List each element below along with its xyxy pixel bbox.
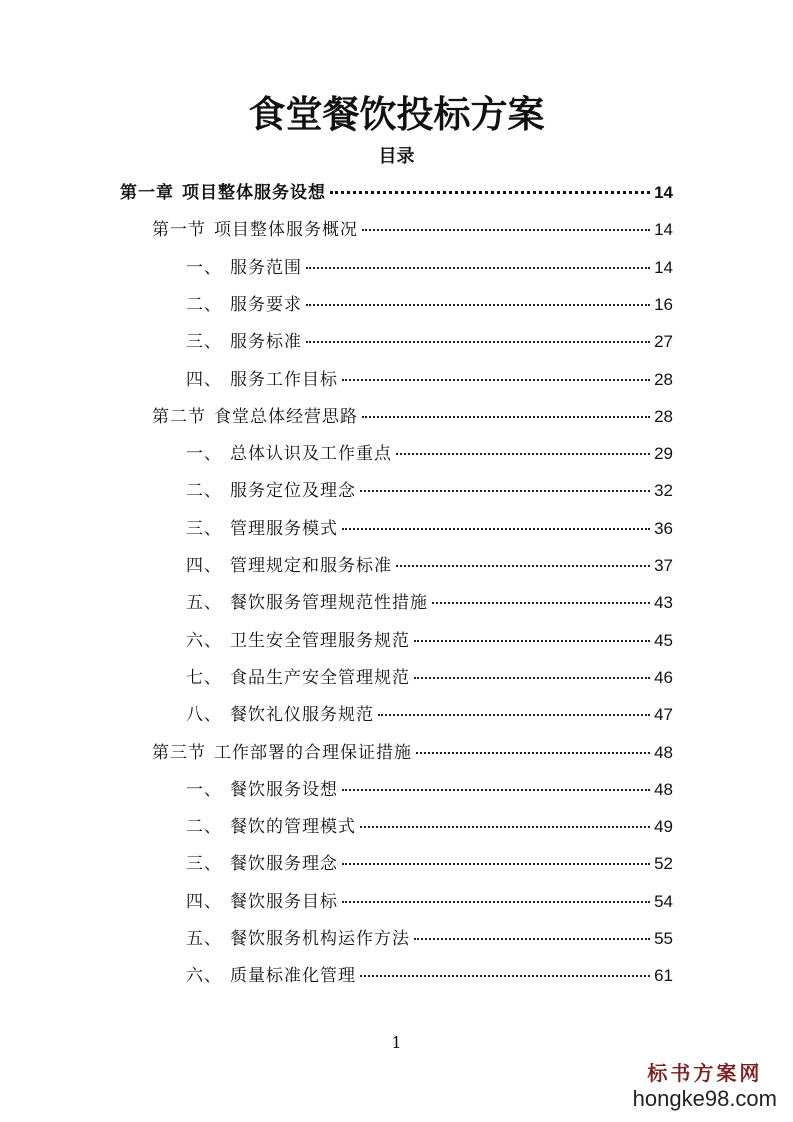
toc-entry-title: 工作部署的合理保证措施 bbox=[214, 742, 412, 763]
toc-entry[interactable] bbox=[152, 215, 673, 245]
toc-entry-number: 一、 bbox=[186, 779, 222, 800]
toc-entry-page: 37 bbox=[654, 556, 673, 575]
toc-entry-number: 四、 bbox=[186, 556, 222, 576]
toc-dot-leader bbox=[414, 676, 650, 679]
toc-entry[interactable] bbox=[152, 738, 673, 768]
toc-entry-number: 第二节 bbox=[152, 406, 206, 427]
toc-entry[interactable] bbox=[186, 663, 673, 693]
toc-entry-label bbox=[186, 887, 338, 917]
toc-entry-page: 43 bbox=[654, 593, 673, 613]
toc-dot-leader bbox=[362, 228, 650, 231]
toc-entry-number: 二、 bbox=[186, 294, 222, 315]
page-number: 1 bbox=[391, 1033, 402, 1052]
toc-entry-page: 48 bbox=[654, 742, 673, 762]
toc-entry-title: 服务工作目标 bbox=[230, 369, 338, 390]
toc-entry-label bbox=[186, 476, 356, 506]
toc-entry[interactable] bbox=[186, 775, 673, 805]
toc-entry-number: 六、 bbox=[186, 966, 222, 987]
toc-entry-page: 28 bbox=[654, 406, 673, 426]
toc-entry-label bbox=[186, 849, 338, 879]
toc-entry-label bbox=[186, 327, 302, 357]
toc-dot-leader bbox=[360, 974, 650, 977]
watermark-name: 标书方案网 bbox=[647, 1061, 763, 1085]
toc-entry[interactable] bbox=[186, 626, 673, 656]
toc-entry-number: 四、 bbox=[186, 891, 222, 912]
toc-entry-page: 14 bbox=[654, 257, 673, 277]
toc-dot-leader bbox=[416, 751, 650, 754]
toc-dot-leader bbox=[360, 825, 650, 828]
toc-entry-number: 第三节 bbox=[152, 742, 206, 763]
toc-dot-leader bbox=[414, 937, 650, 940]
toc-entry-page: 52 bbox=[654, 854, 673, 874]
toc-entry[interactable] bbox=[186, 849, 673, 879]
toc-entry-title: 餐饮服务理念 bbox=[230, 854, 338, 875]
toc-dot-leader bbox=[414, 639, 650, 642]
toc-entry[interactable] bbox=[186, 961, 673, 991]
toc-entry-label bbox=[186, 700, 374, 730]
toc-entry-number: 二、 bbox=[186, 817, 222, 838]
toc-dot-leader bbox=[342, 378, 650, 381]
toc-entry[interactable] bbox=[186, 514, 673, 544]
toc-heading: 目录 bbox=[378, 146, 415, 167]
toc-entry-number: 二、 bbox=[186, 481, 222, 502]
toc-entry[interactable] bbox=[186, 439, 673, 469]
toc-entry-number: 五、 bbox=[186, 929, 222, 949]
document-title: 食堂餐饮投标方案 bbox=[248, 92, 545, 136]
toc-entry-title: 服务范围 bbox=[230, 257, 302, 278]
toc-dot-leader bbox=[378, 713, 650, 716]
toc-entry[interactable] bbox=[186, 327, 673, 357]
toc-dot-leader bbox=[396, 452, 650, 455]
toc-entry[interactable] bbox=[186, 551, 673, 581]
toc-entry-page: 28 bbox=[654, 369, 673, 389]
toc-entry-page: 54 bbox=[654, 891, 673, 911]
toc-entry-title: 食堂总体经营思路 bbox=[214, 406, 358, 427]
toc-entry-label bbox=[186, 551, 392, 581]
toc-entry-number: 第一节 bbox=[152, 220, 206, 241]
toc-entry-page: 61 bbox=[654, 966, 673, 986]
toc-entry-title: 餐饮礼仪服务规范 bbox=[230, 705, 374, 726]
toc-entry-label bbox=[152, 738, 412, 768]
toc-entry-number: 四、 bbox=[186, 369, 222, 390]
toc-entry-number: 第一章 bbox=[120, 183, 174, 203]
toc-entry-label bbox=[186, 924, 410, 954]
toc-dot-leader bbox=[432, 601, 650, 604]
toc-dot-leader bbox=[330, 190, 650, 194]
toc-entry-title: 服务定位及理念 bbox=[230, 481, 356, 502]
toc-entry[interactable] bbox=[186, 924, 673, 954]
toc-entry[interactable] bbox=[152, 402, 673, 432]
toc-entry-number: 八、 bbox=[186, 705, 222, 726]
toc-entry-number: 三、 bbox=[186, 518, 222, 539]
toc-entry-page: 49 bbox=[654, 817, 673, 837]
toc-entry-number: 五、 bbox=[186, 593, 222, 614]
toc-entry[interactable] bbox=[186, 887, 673, 917]
toc-dot-leader bbox=[362, 415, 650, 418]
toc-entry-page: 29 bbox=[654, 444, 673, 464]
toc-entry-label bbox=[186, 514, 338, 544]
toc-entry-title: 总体认识及工作重点 bbox=[230, 444, 392, 465]
toc-entry-label bbox=[152, 215, 358, 245]
toc-entry[interactable] bbox=[186, 365, 673, 395]
toc-entry-title: 服务标准 bbox=[230, 332, 302, 353]
toc-entry-page: 45 bbox=[654, 630, 673, 650]
toc-entry-page: 55 bbox=[654, 929, 673, 948]
toc-entry-label bbox=[152, 402, 358, 432]
toc-entry-label bbox=[186, 439, 392, 469]
toc-entry[interactable] bbox=[120, 178, 673, 208]
toc-entry-title: 食品生产安全管理规范 bbox=[230, 667, 410, 688]
toc-entry[interactable] bbox=[186, 290, 673, 320]
toc-entry[interactable] bbox=[186, 700, 673, 730]
toc-entry-title: 质量标准化管理 bbox=[230, 966, 356, 987]
toc-entry[interactable] bbox=[186, 476, 673, 506]
toc-entry-title: 餐饮服务设想 bbox=[230, 779, 338, 800]
toc-entry-label bbox=[120, 178, 326, 208]
toc-entry-page: 47 bbox=[654, 705, 673, 725]
toc-entry-number: 六、 bbox=[186, 630, 222, 651]
toc-entry[interactable] bbox=[186, 588, 673, 618]
toc-entry-label bbox=[186, 812, 356, 842]
toc-dot-leader bbox=[306, 266, 650, 269]
toc-entry-title: 项目整体服务概况 bbox=[214, 220, 358, 241]
toc-dot-leader bbox=[342, 862, 650, 865]
toc-entry-page: 36 bbox=[654, 518, 673, 538]
toc-entry-label bbox=[186, 775, 338, 805]
toc-dot-leader bbox=[360, 489, 650, 492]
toc-entry-page: 46 bbox=[654, 667, 673, 687]
toc-entry-page: 32 bbox=[654, 481, 673, 501]
toc-entry-page: 14 bbox=[654, 183, 673, 202]
toc-dot-leader bbox=[306, 340, 650, 343]
toc-dot-leader bbox=[306, 303, 650, 306]
toc-entry-number: 一、 bbox=[186, 257, 222, 278]
toc-entry-title: 项目整体服务设想 bbox=[182, 183, 326, 203]
toc-dot-leader bbox=[342, 527, 650, 530]
toc-entry-label bbox=[186, 626, 410, 656]
toc-entry-title: 管理服务模式 bbox=[230, 518, 338, 539]
toc-entry-title: 餐饮服务机构运作方法 bbox=[230, 929, 410, 949]
toc-dot-leader bbox=[396, 564, 650, 567]
toc-entry-label bbox=[186, 663, 410, 693]
toc-entry-title: 餐饮的管理模式 bbox=[230, 817, 356, 838]
watermark-site: hongke98.com bbox=[632, 1086, 777, 1111]
toc-entry-page: 14 bbox=[654, 220, 673, 240]
toc-entry-number: 一、 bbox=[186, 444, 222, 465]
toc-entry-number: 三、 bbox=[186, 332, 222, 353]
toc-entry-label bbox=[186, 365, 338, 395]
toc-entry-number: 三、 bbox=[186, 854, 222, 875]
toc-entry-label bbox=[186, 961, 356, 991]
toc-entry-title: 餐饮服务管理规范性措施 bbox=[230, 593, 428, 614]
toc-entry-title: 管理规定和服务标准 bbox=[230, 556, 392, 576]
toc-entry-title: 餐饮服务目标 bbox=[230, 891, 338, 912]
toc-entry-page: 27 bbox=[654, 332, 673, 352]
watermark-logo bbox=[633, 1060, 777, 1112]
toc-entry-label bbox=[186, 290, 302, 320]
toc-entry[interactable] bbox=[186, 812, 673, 842]
toc-entry-page: 48 bbox=[654, 779, 673, 799]
toc-entry-title: 服务要求 bbox=[230, 294, 302, 315]
toc-entry-label bbox=[186, 253, 302, 283]
toc-entry-title: 卫生安全管理服务规范 bbox=[230, 630, 410, 651]
toc-entry-page: 16 bbox=[654, 294, 673, 314]
toc-dot-leader bbox=[342, 900, 650, 903]
toc-entry-label bbox=[186, 588, 428, 618]
toc-entry-number: 七、 bbox=[186, 667, 222, 688]
toc-entry[interactable] bbox=[186, 253, 673, 283]
toc-dot-leader bbox=[342, 788, 650, 791]
